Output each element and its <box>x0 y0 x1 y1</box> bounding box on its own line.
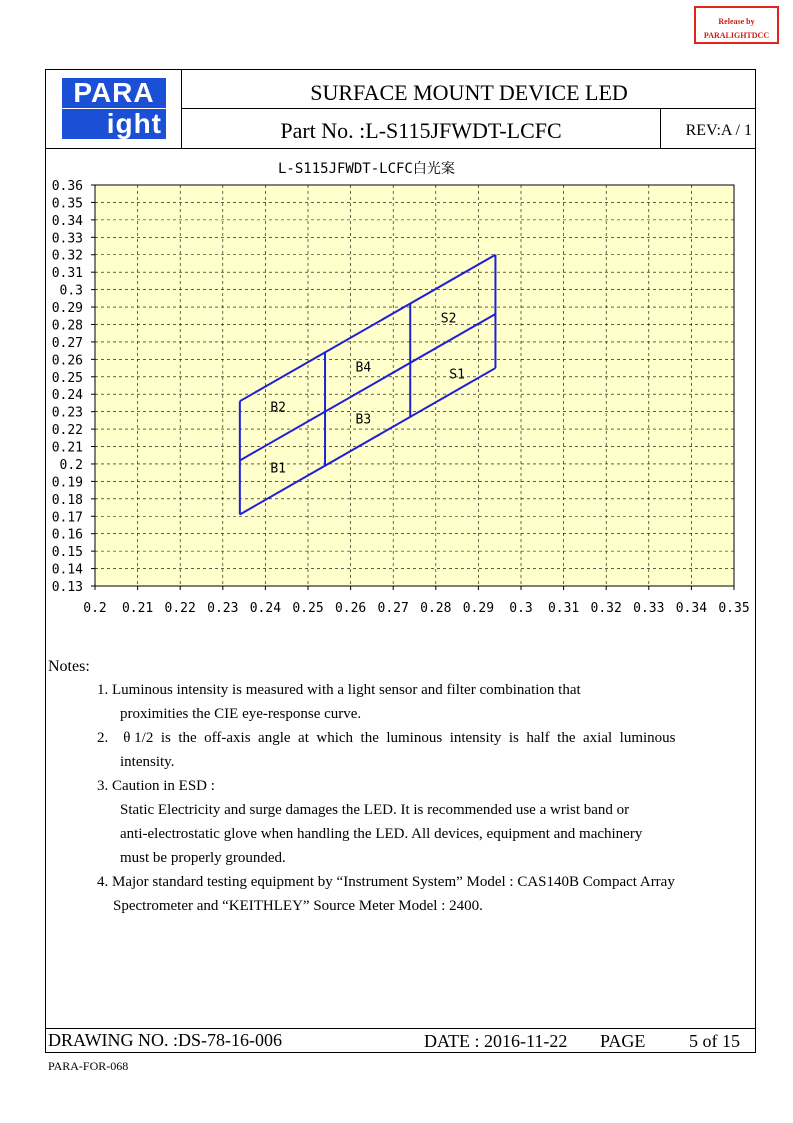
x-tick-label: 0.34 <box>675 601 708 616</box>
logo-text-top: PARA <box>62 78 166 108</box>
y-tick-label: 0.15 <box>51 545 83 561</box>
y-tick-label: 0.13 <box>51 580 83 595</box>
note-1-line-1: 1. Luminous intensity is measured with a light sensor and filter combination that <box>97 682 581 698</box>
x-tick-label: 0.22 <box>164 601 196 616</box>
x-tick-label: 0.3 <box>509 601 533 616</box>
x-tick-label: 0.21 <box>121 601 154 616</box>
note-4-line-2: Spectrometer and “KEITHLEY” Source Meter Model : 2400. <box>113 898 483 914</box>
y-tick-label: 0.31 <box>51 266 83 282</box>
region-label-b4: B4 <box>355 360 372 376</box>
y-tick-labels <box>52 179 83 595</box>
y-tick-label: 0.24 <box>51 388 83 404</box>
y-tick-label: 0.17 <box>51 510 83 526</box>
x-tick-label: 0.26 <box>334 601 367 616</box>
note-2-line-2: intensity. <box>120 754 175 770</box>
y-tick-label: 0.2 <box>59 457 83 473</box>
page-label: PAGE <box>600 1031 646 1051</box>
x-tick-labels <box>83 601 749 616</box>
chart-title: L-S115JFWDT-LCFC白光案 <box>278 161 455 177</box>
y-tick-label: 0.3 <box>59 283 83 299</box>
page-number: 5 of 15 <box>689 1031 740 1051</box>
note-1-line-2: proximities the CIE eye-response curve. <box>120 706 362 722</box>
plot-area <box>95 185 734 586</box>
region-label-s1: S1 <box>449 367 465 383</box>
y-tick-label: 0.28 <box>51 318 83 334</box>
y-tick-label: 0.14 <box>51 562 83 578</box>
y-tick-label: 0.19 <box>51 475 83 491</box>
document-title: SURFACE MOUNT DEVICE LED <box>310 80 628 105</box>
stamp-line2: PARALIGHTDCC <box>703 31 770 40</box>
x-tick-label: 0.28 <box>420 601 452 616</box>
form-number: PARA-FOR-068 <box>48 1059 129 1073</box>
y-tick-label: 0.25 <box>51 370 83 386</box>
drawing-number: DRAWING NO. :DS-78-16-006 <box>48 1030 283 1050</box>
y-tick-label: 0.34 <box>51 213 83 229</box>
note-3-line-3: anti-electrostatic glove when handling the LED. All devices, equipment and machinery <box>120 826 643 842</box>
x-tick-label: 0.24 <box>249 601 282 616</box>
logo-text-bottom: ight <box>62 109 166 139</box>
region-label-b1: B1 <box>270 461 287 477</box>
x-tick-label: 0.27 <box>377 601 409 616</box>
note-3-line-4: must be properly grounded. <box>120 850 286 866</box>
notes-heading: Notes: <box>48 658 90 675</box>
x-tick-label: 0.33 <box>633 601 665 616</box>
y-tick-label: 0.36 <box>51 179 83 194</box>
y-tick-label: 0.35 <box>51 196 83 212</box>
note-3-line-1: 3. Caution in ESD : <box>97 778 215 794</box>
y-tick-label: 0.23 <box>51 405 83 421</box>
y-tick-label: 0.16 <box>51 527 83 543</box>
x-tick-label: 0.23 <box>207 601 239 616</box>
y-tick-label: 0.33 <box>51 231 83 247</box>
revision: REV:A / 1 <box>685 122 752 139</box>
y-tick-label: 0.29 <box>51 301 83 317</box>
y-tick-label: 0.27 <box>51 335 83 351</box>
x-tick-label: 0.25 <box>292 601 324 616</box>
note-4-line-1: 4. Major standard testing equipment by “Instrument System” Model : CAS140B Compact Array <box>97 874 675 890</box>
y-tick-label: 0.26 <box>51 353 83 369</box>
region-label-b2: B2 <box>270 400 287 416</box>
y-tick-label: 0.18 <box>51 492 83 508</box>
stamp-line1: Release by <box>718 17 755 26</box>
x-tick-label: 0.2 <box>83 601 107 616</box>
x-tick-label: 0.32 <box>590 601 622 616</box>
note-3-line-2: Static Electricity and surge damages the LED. It is recommended use a wrist band or <box>120 802 630 818</box>
region-label-s2: S2 <box>440 311 457 327</box>
y-tick-label: 0.32 <box>51 248 83 264</box>
footer-top-line <box>45 1028 756 1029</box>
document-date: DATE : 2016-11-22 <box>424 1031 568 1051</box>
x-tick-label: 0.35 <box>718 601 750 616</box>
part-number: Part No. :L-S115JFWDT-LCFC <box>280 118 562 143</box>
x-tick-label: 0.31 <box>547 601 580 616</box>
y-tick-label: 0.22 <box>51 423 83 439</box>
note-2-line-1: 2. θ 1/2 is the off-axis angle at which the luminous intensity is half the axial luminous <box>97 730 676 746</box>
x-tick-label: 0.29 <box>462 601 495 616</box>
region-label-b3: B3 <box>355 412 372 428</box>
y-tick-label: 0.21 <box>51 440 83 456</box>
